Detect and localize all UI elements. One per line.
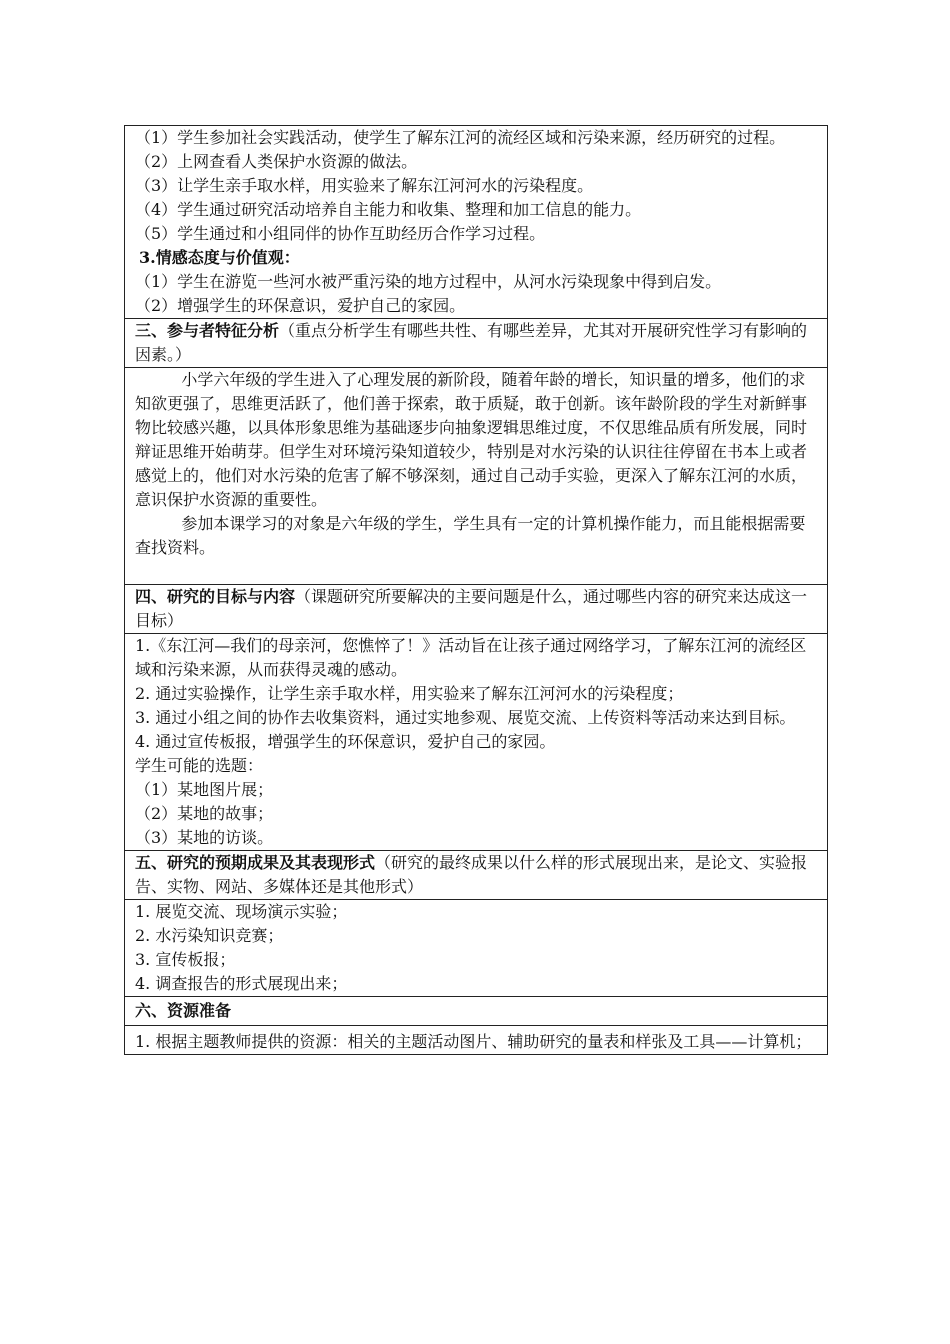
objective-item: 4. 通过宣传板报，增强学生的环保意识，爱护自己的家园。	[135, 732, 556, 751]
resources-body-row	[125, 1026, 828, 1055]
attitude-item: （2）增强学生的环保意识，爱护自己的家园。	[135, 296, 466, 315]
attitude-heading: 3.情感态度与价值观：	[139, 248, 300, 267]
process-item: （1）学生参加社会实践活动，使学生了解东江河的流经区域和污染来源，经历研究的过程。	[135, 128, 786, 147]
outcomes-note: （研究的最终成果以什么样的形式展现出来，是论文、实验报告、实物、网站、多媒体还是其他形式）	[135, 853, 808, 896]
outcomes-heading-cell	[125, 851, 828, 900]
topic-item: （1）某地图片展；	[135, 780, 274, 799]
resources-heading: 六、资源准备	[135, 1001, 232, 1020]
spacer	[135, 560, 817, 584]
participants-heading-row	[125, 319, 828, 368]
topics-label: 学生可能的选题：	[135, 756, 264, 775]
resource-item: 1. 根据主题教师提供的资源：相关的主题活动图片、辅助研究的量表和样张及工具——计算机；	[135, 1032, 812, 1051]
resources-body-cell	[125, 1026, 828, 1055]
objectives-heading-row	[125, 585, 828, 634]
objectives-note: （课题研究所要解决的主要问题是什么，通过哪些内容的研究来达成这一目标）	[135, 587, 808, 630]
resources-heading-row	[125, 997, 828, 1026]
participants-title: 三、参与者特征分析	[135, 321, 280, 340]
outcomes-heading-row	[125, 851, 828, 900]
plan-table	[124, 125, 828, 1055]
process-item: （4）学生通过研究活动培养自主能力和收集、整理和加工信息的能力。	[135, 200, 642, 219]
process-item: （5）学生通过和小组同伴的协作互助经历合作学习过程。	[135, 224, 546, 243]
participants-heading	[135, 319, 817, 367]
outcomes-title: 五、研究的预期成果及其表现形式	[135, 853, 376, 872]
process-item: （3）让学生亲手取水样，用实验来了解东江河河水的污染程度。	[135, 176, 594, 195]
attitude-item: （1）学生在游览一些河水被严重污染的地方过程中，从河水污染现象中得到启发。	[135, 272, 722, 291]
participants-body-row	[125, 368, 828, 585]
objectives-body-cell	[125, 634, 828, 851]
outcomes-body-row	[125, 900, 828, 997]
objective-item: 3. 通过小组之间的协作去收集资料，通过实地参观、展览交流、上传资料等活动来达到目标。	[135, 708, 796, 727]
participants-heading-cell	[125, 319, 828, 368]
objectives-body-row	[125, 634, 828, 851]
resources-heading-cell	[125, 997, 828, 1026]
goals-cont-cell	[125, 126, 828, 319]
participants-paragraph: 小学六年级的学生进入了心理发展的新阶段，随着年龄的增长，知识量的增多，他们的求知欲更强了，思维更活跃了，他们善于探索，敢于质疑，敢于创新。该年龄阶段的学生对新鲜事物比较感兴趣，以具体形象思维为基础逐步向抽象逻辑思维过度，不仅思维品质有所发展，同时辩证思维开始萌芽。但学生对环境污染知道较少，特别是对水污染的认识往往停留在书本上或者感觉上的，他们对水污染的危害了解不够深刻，通过自己动手实验，更深入了解东江河的水质，意识保护水资源的重要性。	[135, 370, 808, 509]
outcome-item: 2. 水污染知识竞赛；	[135, 926, 284, 945]
outcome-item: 4. 调查报告的形式展现出来；	[135, 974, 348, 993]
outcome-item: 1. 展览交流、现场演示实验；	[135, 902, 348, 921]
participants-body-cell	[125, 368, 828, 585]
outcomes-heading	[135, 851, 817, 899]
objective-item: 2. 通过实验操作，让学生亲手取水样，用实验来了解东江河河水的污染程度；	[135, 684, 684, 703]
topic-item: （3）某地的访谈。	[135, 828, 274, 847]
objective-item: 1.《东江河—我们的母亲河，您憔悴了！》活动旨在让孩子通过网络学习，了解东江河的流经区域和污染来源，从而获得灵魂的感动。	[135, 636, 807, 679]
objectives-heading	[135, 585, 817, 633]
participants-note: （重点分析学生有哪些共性、有哪些差异，尤其对开展研究性学习有影响的因素。）	[135, 321, 808, 364]
objectives-title: 四、研究的目标与内容	[135, 587, 296, 606]
participants-paragraph: 参加本课学习的对象是六年级的学生，学生具有一定的计算机操作能力，而且能根据需要查找资料。	[135, 514, 806, 557]
outcomes-body-cell	[125, 900, 828, 997]
topic-item: （2）某地的故事；	[135, 804, 274, 823]
outcome-item: 3. 宣传板报；	[135, 950, 236, 969]
goals-cont-row	[125, 126, 828, 319]
process-item: （2）上网查看人类保护水资源的做法。	[135, 152, 418, 171]
objectives-heading-cell	[125, 585, 828, 634]
